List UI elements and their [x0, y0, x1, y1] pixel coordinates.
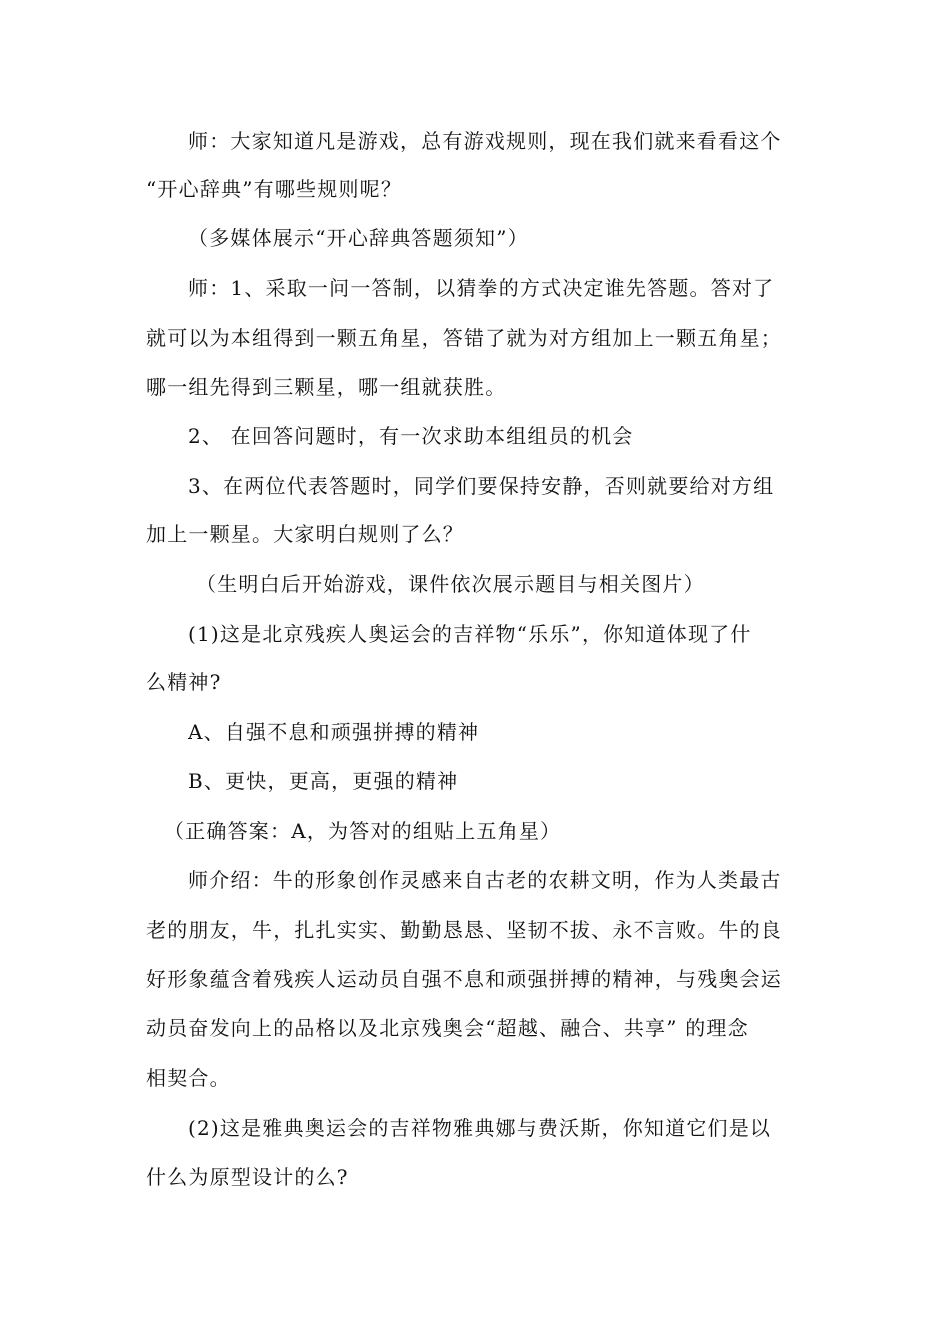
text-line: 师：大家知道凡是游戏，总有游戏规则，现在我们就来看看这个 [188, 129, 782, 153]
text-line: “开心辞典”有哪些规则呢？ [146, 177, 403, 201]
text-line: 就可以为本组得到一颗五角星，答错了就为对方组加上一颗五角星； [146, 326, 782, 350]
text-line: 相契合。 [146, 1066, 231, 1090]
text-line: （多媒体展示“开心辞典答题须知”） [188, 226, 529, 250]
text-line: （生明白后开始游戏，课件依次展示题目与相关图片） [196, 572, 705, 596]
text-line: 师：1、采取一问一答制，以猜拳的方式决定谁先答题。答对了 [188, 276, 775, 300]
text-line: 3、在两位代表答题时，同学们要保持安静，否则就要给对方组 [188, 474, 775, 498]
text-line: B、更快，更高，更强的精神 [188, 769, 459, 793]
text-line: （正确答案：A，为答对的组贴上五角星） [164, 819, 562, 843]
text-line: 什么为原型设计的么? [146, 1165, 349, 1189]
text-line: (2)这是雅典奥运会的吉祥物雅典娜与费沃斯，你知道它们是以 [188, 1116, 772, 1140]
text-line: A、自强不息和顽强拼搏的精神 [188, 720, 480, 744]
text-line: 哪一组先得到三颗星，哪一组就获胜。 [146, 375, 507, 399]
text-line: 老的朋友，牛，扎扎实实、勤勤恳恳、坚韧不拔、永不言败。牛的良 [146, 918, 782, 942]
text-line: 动员奋发向上的品格以及北京残奥会“超越、融合、共享” 的理念 [146, 1016, 749, 1040]
text-line: 么精神? [146, 670, 222, 694]
text-line: 师介绍：牛的形象创作灵感来自古老的农耕文明，作为人类最古 [188, 868, 782, 892]
text-line: 2、 在回答问题时，有一次求助本组组员的机会 [188, 424, 634, 448]
text-line: (1)这是北京残疾人奥运会的吉祥物“乐乐”，你知道体现了什 [188, 622, 752, 646]
text-line: 好形象蕴含着残疾人运动员自强不息和顽强拼搏的精神，与残奥会运 [146, 967, 782, 991]
text-line: 加上一颗星。大家明白规则了么？ [146, 522, 464, 546]
